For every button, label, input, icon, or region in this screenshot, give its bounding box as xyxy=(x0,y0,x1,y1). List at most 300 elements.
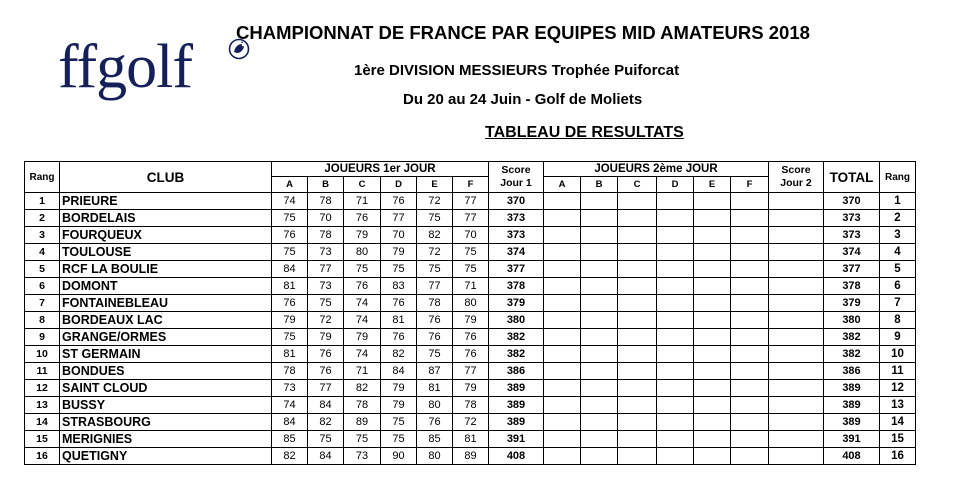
row-score-day2 xyxy=(769,244,824,261)
row-score-j1: 76 xyxy=(344,210,381,227)
row-score-j2 xyxy=(694,380,731,397)
row-club: BONDUES xyxy=(60,363,272,380)
row-score-j1: 71 xyxy=(453,278,489,295)
row-score-day2 xyxy=(769,278,824,295)
row-score-j2 xyxy=(694,431,731,448)
row-score-j2 xyxy=(544,312,581,329)
row-score-j1: 75 xyxy=(417,261,453,278)
row-score-j1: 76 xyxy=(453,329,489,346)
table-title: TABLEAU DE RESULTATS xyxy=(485,124,684,141)
row-score-j2 xyxy=(731,448,769,465)
col-joueurs-jour1: JOUEURS 1er JOUR xyxy=(272,162,489,177)
col-j2-d: D xyxy=(657,177,694,193)
row-score-j2 xyxy=(581,193,618,210)
row-score-j2 xyxy=(694,448,731,465)
row-score-j1: 74 xyxy=(344,295,381,312)
col-j2-e: E xyxy=(694,177,731,193)
row-score-j1: 74 xyxy=(344,312,381,329)
row-score-j1: 81 xyxy=(381,312,417,329)
row-score-day1: 380 xyxy=(489,312,544,329)
row-rank: 2 xyxy=(25,210,60,227)
row-score-day1: 408 xyxy=(489,448,544,465)
row-score-day2 xyxy=(769,414,824,431)
row-score-j2 xyxy=(581,397,618,414)
row-score-j1: 78 xyxy=(344,397,381,414)
row-score-j2 xyxy=(694,244,731,261)
row-score-j1: 75 xyxy=(381,414,417,431)
row-score-j2 xyxy=(657,363,694,380)
row-score-j1: 78 xyxy=(272,363,308,380)
row-club: PRIEURE xyxy=(60,193,272,210)
row-score-j2 xyxy=(544,329,581,346)
row-score-j2 xyxy=(731,431,769,448)
table-row xyxy=(25,278,916,295)
row-club: DOMONT xyxy=(60,278,272,295)
row-total: 370 xyxy=(824,193,880,210)
row-score-j1: 79 xyxy=(272,312,308,329)
row-score-day1: 370 xyxy=(489,193,544,210)
row-total: 380 xyxy=(824,312,880,329)
row-score-day1: 382 xyxy=(489,346,544,363)
col-j1-d: D xyxy=(381,177,417,193)
row-score-j1: 79 xyxy=(453,380,489,397)
row-score-j2 xyxy=(657,380,694,397)
row-score-j2 xyxy=(581,244,618,261)
row-score-j1: 87 xyxy=(417,363,453,380)
row-score-j1: 80 xyxy=(417,448,453,465)
row-score-day2 xyxy=(769,329,824,346)
row-total: 378 xyxy=(824,278,880,295)
row-club: FOURQUEUX xyxy=(60,227,272,244)
row-score-j2 xyxy=(657,346,694,363)
row-score-j2 xyxy=(581,312,618,329)
row-score-j2 xyxy=(657,193,694,210)
row-score-j1: 84 xyxy=(272,261,308,278)
row-score-j1: 77 xyxy=(308,261,344,278)
row-score-j2 xyxy=(618,261,657,278)
row-score-j1: 74 xyxy=(272,193,308,210)
row-score-j1: 75 xyxy=(272,244,308,261)
table-row xyxy=(25,295,916,312)
row-score-j2 xyxy=(618,244,657,261)
row-score-j2 xyxy=(657,414,694,431)
row-rank: 1 xyxy=(25,193,60,210)
row-score-j1: 76 xyxy=(417,414,453,431)
row-score-j2 xyxy=(618,227,657,244)
row-final-rank: 9 xyxy=(880,329,916,346)
col-j1-f: F xyxy=(453,177,489,193)
row-score-j2 xyxy=(694,193,731,210)
row-score-j2 xyxy=(694,363,731,380)
row-score-j1: 82 xyxy=(417,227,453,244)
row-score-j1: 76 xyxy=(381,193,417,210)
row-rank: 5 xyxy=(25,261,60,278)
row-score-j1: 84 xyxy=(272,414,308,431)
row-rank: 3 xyxy=(25,227,60,244)
row-score-day2 xyxy=(769,397,824,414)
division-subtitle: 1ère DIVISION MESSIEURS Trophée Puiforcat xyxy=(354,62,680,79)
table-row xyxy=(25,261,916,278)
row-score-day1: 373 xyxy=(489,227,544,244)
row-rank: 4 xyxy=(25,244,60,261)
row-total: 408 xyxy=(824,448,880,465)
col-joueurs-jour2: JOUEURS 2ème JOUR xyxy=(544,162,769,177)
table-row xyxy=(25,346,916,363)
row-score-j1: 77 xyxy=(453,210,489,227)
row-score-day2 xyxy=(769,261,824,278)
row-score-day2 xyxy=(769,346,824,363)
row-club: MERIGNIES xyxy=(60,431,272,448)
row-score-j1: 76 xyxy=(417,329,453,346)
row-score-j1: 74 xyxy=(272,397,308,414)
row-score-day1: 378 xyxy=(489,278,544,295)
row-score-j1: 76 xyxy=(417,312,453,329)
row-club: BORDELAIS xyxy=(60,210,272,227)
row-score-j1: 79 xyxy=(381,397,417,414)
row-score-j2 xyxy=(544,414,581,431)
row-score-j1: 85 xyxy=(417,431,453,448)
row-score-j1: 81 xyxy=(417,380,453,397)
row-score-day1: 377 xyxy=(489,261,544,278)
col-rang: Rang xyxy=(25,162,60,193)
row-score-j2 xyxy=(731,329,769,346)
row-score-j2 xyxy=(618,193,657,210)
row-score-j1: 89 xyxy=(453,448,489,465)
row-club: TOULOUSE xyxy=(60,244,272,261)
row-score-j2 xyxy=(618,346,657,363)
row-final-rank: 16 xyxy=(880,448,916,465)
row-score-j1: 77 xyxy=(308,380,344,397)
row-score-j2 xyxy=(694,346,731,363)
row-score-j1: 81 xyxy=(272,346,308,363)
row-club: STRASBOURG xyxy=(60,414,272,431)
row-score-j2 xyxy=(581,278,618,295)
row-club: FONTAINEBLEAU xyxy=(60,295,272,312)
row-score-j2 xyxy=(618,431,657,448)
row-score-j2 xyxy=(618,363,657,380)
row-score-j2 xyxy=(618,210,657,227)
row-score-j2 xyxy=(618,312,657,329)
row-score-j2 xyxy=(581,329,618,346)
row-score-j1: 82 xyxy=(272,448,308,465)
row-score-day1: 382 xyxy=(489,329,544,346)
row-total: 382 xyxy=(824,346,880,363)
row-score-j1: 79 xyxy=(344,329,381,346)
table-row xyxy=(25,414,916,431)
row-score-j2 xyxy=(731,295,769,312)
results-table xyxy=(24,161,916,465)
row-score-j1: 81 xyxy=(453,431,489,448)
row-rank: 11 xyxy=(25,363,60,380)
row-score-j1: 80 xyxy=(453,295,489,312)
row-total: 389 xyxy=(824,397,880,414)
row-score-j2 xyxy=(694,329,731,346)
table-row xyxy=(25,193,916,210)
page-title: CHAMPIONNAT DE FRANCE PAR EQUIPES MID AMATEURS 2018 xyxy=(236,22,810,43)
row-score-j1: 75 xyxy=(272,329,308,346)
row-score-day1: 374 xyxy=(489,244,544,261)
row-score-j2 xyxy=(731,193,769,210)
row-score-j1: 75 xyxy=(381,431,417,448)
table-row xyxy=(25,431,916,448)
col-j2-a: A xyxy=(544,177,581,193)
row-score-j1: 76 xyxy=(381,295,417,312)
row-club: BORDEAUX LAC xyxy=(60,312,272,329)
col-score-jour1 xyxy=(489,162,544,193)
col-j1-a: A xyxy=(272,177,308,193)
row-score-j1: 76 xyxy=(272,227,308,244)
row-score-j1: 76 xyxy=(272,295,308,312)
row-score-j2 xyxy=(694,397,731,414)
row-score-j2 xyxy=(731,278,769,295)
row-score-j2 xyxy=(544,346,581,363)
col-rang-right: Rang xyxy=(880,162,916,193)
row-score-j1: 75 xyxy=(344,261,381,278)
row-score-j1: 89 xyxy=(344,414,381,431)
row-score-j2 xyxy=(731,414,769,431)
col-j1-e: E xyxy=(417,177,453,193)
row-score-j1: 90 xyxy=(381,448,417,465)
row-rank: 6 xyxy=(25,278,60,295)
row-score-j2 xyxy=(544,448,581,465)
row-score-j1: 77 xyxy=(453,193,489,210)
row-rank: 16 xyxy=(25,448,60,465)
row-score-j1: 76 xyxy=(453,346,489,363)
row-score-j2 xyxy=(657,278,694,295)
col-total: TOTAL xyxy=(824,162,880,193)
row-score-j2 xyxy=(544,295,581,312)
row-score-j2 xyxy=(618,397,657,414)
row-score-j2 xyxy=(581,295,618,312)
row-score-day1: 389 xyxy=(489,380,544,397)
row-score-j2 xyxy=(544,431,581,448)
row-score-j2 xyxy=(657,448,694,465)
row-score-j2 xyxy=(694,278,731,295)
row-final-rank: 2 xyxy=(880,210,916,227)
row-score-j1: 76 xyxy=(344,278,381,295)
row-score-day2 xyxy=(769,210,824,227)
row-score-j2 xyxy=(544,397,581,414)
row-score-j1: 80 xyxy=(417,397,453,414)
row-score-j1: 79 xyxy=(344,227,381,244)
row-score-j2 xyxy=(657,210,694,227)
row-score-j2 xyxy=(731,261,769,278)
row-score-j2 xyxy=(544,210,581,227)
row-score-day2 xyxy=(769,431,824,448)
row-score-j1: 79 xyxy=(381,244,417,261)
row-score-j2 xyxy=(731,210,769,227)
row-total: 373 xyxy=(824,210,880,227)
row-score-day2 xyxy=(769,363,824,380)
row-score-j2 xyxy=(581,448,618,465)
row-score-j2 xyxy=(694,210,731,227)
row-score-j1: 78 xyxy=(453,397,489,414)
row-final-rank: 3 xyxy=(880,227,916,244)
row-score-j1: 72 xyxy=(417,244,453,261)
row-score-j1: 75 xyxy=(417,346,453,363)
row-score-j1: 75 xyxy=(272,210,308,227)
row-score-j1: 76 xyxy=(308,363,344,380)
row-score-j1: 82 xyxy=(308,414,344,431)
row-score-j1: 75 xyxy=(417,210,453,227)
row-club: BUSSY xyxy=(60,397,272,414)
row-score-j1: 72 xyxy=(308,312,344,329)
row-score-j2 xyxy=(618,278,657,295)
row-final-rank: 15 xyxy=(880,431,916,448)
row-total: 379 xyxy=(824,295,880,312)
row-score-j2 xyxy=(694,312,731,329)
row-score-day2 xyxy=(769,295,824,312)
row-rank: 9 xyxy=(25,329,60,346)
row-score-j2 xyxy=(657,397,694,414)
row-score-j1: 75 xyxy=(308,295,344,312)
row-total: 374 xyxy=(824,244,880,261)
row-score-j2 xyxy=(731,312,769,329)
col-j2-b: B xyxy=(581,177,618,193)
row-score-j1: 76 xyxy=(308,346,344,363)
row-score-j1: 77 xyxy=(453,363,489,380)
row-score-j2 xyxy=(581,346,618,363)
row-score-j1: 73 xyxy=(344,448,381,465)
row-score-j2 xyxy=(731,380,769,397)
row-club: GRANGE/ORMES xyxy=(60,329,272,346)
score-jour2-line1: Score xyxy=(781,164,811,176)
row-score-j2 xyxy=(657,312,694,329)
row-rank: 7 xyxy=(25,295,60,312)
row-total: 389 xyxy=(824,380,880,397)
row-score-day2 xyxy=(769,312,824,329)
row-rank: 12 xyxy=(25,380,60,397)
col-j2-c: C xyxy=(618,177,657,193)
table-row xyxy=(25,448,916,465)
row-score-j2 xyxy=(731,244,769,261)
row-score-j2 xyxy=(544,278,581,295)
row-score-j1: 77 xyxy=(417,278,453,295)
row-score-j1: 75 xyxy=(344,431,381,448)
row-score-day2 xyxy=(769,193,824,210)
row-score-j2 xyxy=(618,329,657,346)
row-score-j1: 75 xyxy=(381,261,417,278)
row-score-j2 xyxy=(618,380,657,397)
row-score-j2 xyxy=(581,363,618,380)
table-row xyxy=(25,397,916,414)
row-rank: 14 xyxy=(25,414,60,431)
row-score-j1: 84 xyxy=(308,448,344,465)
row-score-j2 xyxy=(618,448,657,465)
row-score-j1: 78 xyxy=(308,193,344,210)
row-score-day1: 391 xyxy=(489,431,544,448)
row-score-j1: 79 xyxy=(381,380,417,397)
row-score-j2 xyxy=(581,261,618,278)
row-score-j2 xyxy=(731,346,769,363)
row-score-day1: 389 xyxy=(489,397,544,414)
row-total: 389 xyxy=(824,414,880,431)
row-score-j2 xyxy=(544,193,581,210)
row-final-rank: 8 xyxy=(880,312,916,329)
row-final-rank: 5 xyxy=(880,261,916,278)
row-rank: 15 xyxy=(25,431,60,448)
row-score-j1: 84 xyxy=(381,363,417,380)
row-score-j1: 84 xyxy=(308,397,344,414)
ffgolf-logo xyxy=(58,33,258,116)
row-score-j2 xyxy=(657,295,694,312)
dates-venue: Du 20 au 24 Juin - Golf de Moliets xyxy=(403,91,643,108)
row-score-j2 xyxy=(544,363,581,380)
row-rank: 10 xyxy=(25,346,60,363)
row-final-rank: 7 xyxy=(880,295,916,312)
row-club: ST GERMAIN xyxy=(60,346,272,363)
row-rank: 13 xyxy=(25,397,60,414)
col-j1-b: B xyxy=(308,177,344,193)
row-score-j1: 73 xyxy=(272,380,308,397)
table-row xyxy=(25,210,916,227)
row-score-j1: 82 xyxy=(344,380,381,397)
score-jour1-line2: Jour 1 xyxy=(500,177,532,189)
row-score-j2 xyxy=(544,261,581,278)
row-score-j1: 82 xyxy=(381,346,417,363)
col-club: CLUB xyxy=(60,162,272,193)
row-score-j2 xyxy=(657,244,694,261)
row-score-j1: 85 xyxy=(272,431,308,448)
row-final-rank: 4 xyxy=(880,244,916,261)
score-jour1-line1: Score xyxy=(501,164,531,176)
row-score-j1: 75 xyxy=(453,261,489,278)
table-row xyxy=(25,312,916,329)
row-score-j1: 79 xyxy=(308,329,344,346)
row-club: SAINT CLOUD xyxy=(60,380,272,397)
row-score-j1: 70 xyxy=(381,227,417,244)
row-score-j2 xyxy=(731,397,769,414)
logo-text: ffgolf xyxy=(58,33,193,101)
row-score-j1: 72 xyxy=(453,414,489,431)
row-score-j1: 75 xyxy=(308,431,344,448)
row-final-rank: 1 xyxy=(880,193,916,210)
row-score-j1: 70 xyxy=(453,227,489,244)
row-score-j1: 83 xyxy=(381,278,417,295)
row-score-j2 xyxy=(657,329,694,346)
row-score-j2 xyxy=(581,431,618,448)
row-score-j2 xyxy=(731,363,769,380)
row-score-j1: 72 xyxy=(417,193,453,210)
col-j1-c: C xyxy=(344,177,381,193)
row-score-j1: 79 xyxy=(453,312,489,329)
row-score-day1: 373 xyxy=(489,210,544,227)
row-score-j2 xyxy=(618,414,657,431)
row-score-j1: 71 xyxy=(344,363,381,380)
row-final-rank: 13 xyxy=(880,397,916,414)
row-score-j1: 73 xyxy=(308,278,344,295)
row-score-day1: 379 xyxy=(489,295,544,312)
row-final-rank: 10 xyxy=(880,346,916,363)
row-score-j2 xyxy=(581,414,618,431)
row-score-j2 xyxy=(657,431,694,448)
row-score-j2 xyxy=(694,227,731,244)
row-score-j1: 70 xyxy=(308,210,344,227)
row-score-j1: 78 xyxy=(417,295,453,312)
table-row xyxy=(25,380,916,397)
row-score-j1: 75 xyxy=(453,244,489,261)
row-score-j1: 80 xyxy=(344,244,381,261)
row-score-j1: 71 xyxy=(344,193,381,210)
row-score-j2 xyxy=(544,244,581,261)
row-total: 391 xyxy=(824,431,880,448)
row-score-j2 xyxy=(657,261,694,278)
row-score-j2 xyxy=(581,210,618,227)
table-row xyxy=(25,329,916,346)
row-club: QUETIGNY xyxy=(60,448,272,465)
table-row xyxy=(25,227,916,244)
row-score-j2 xyxy=(694,414,731,431)
